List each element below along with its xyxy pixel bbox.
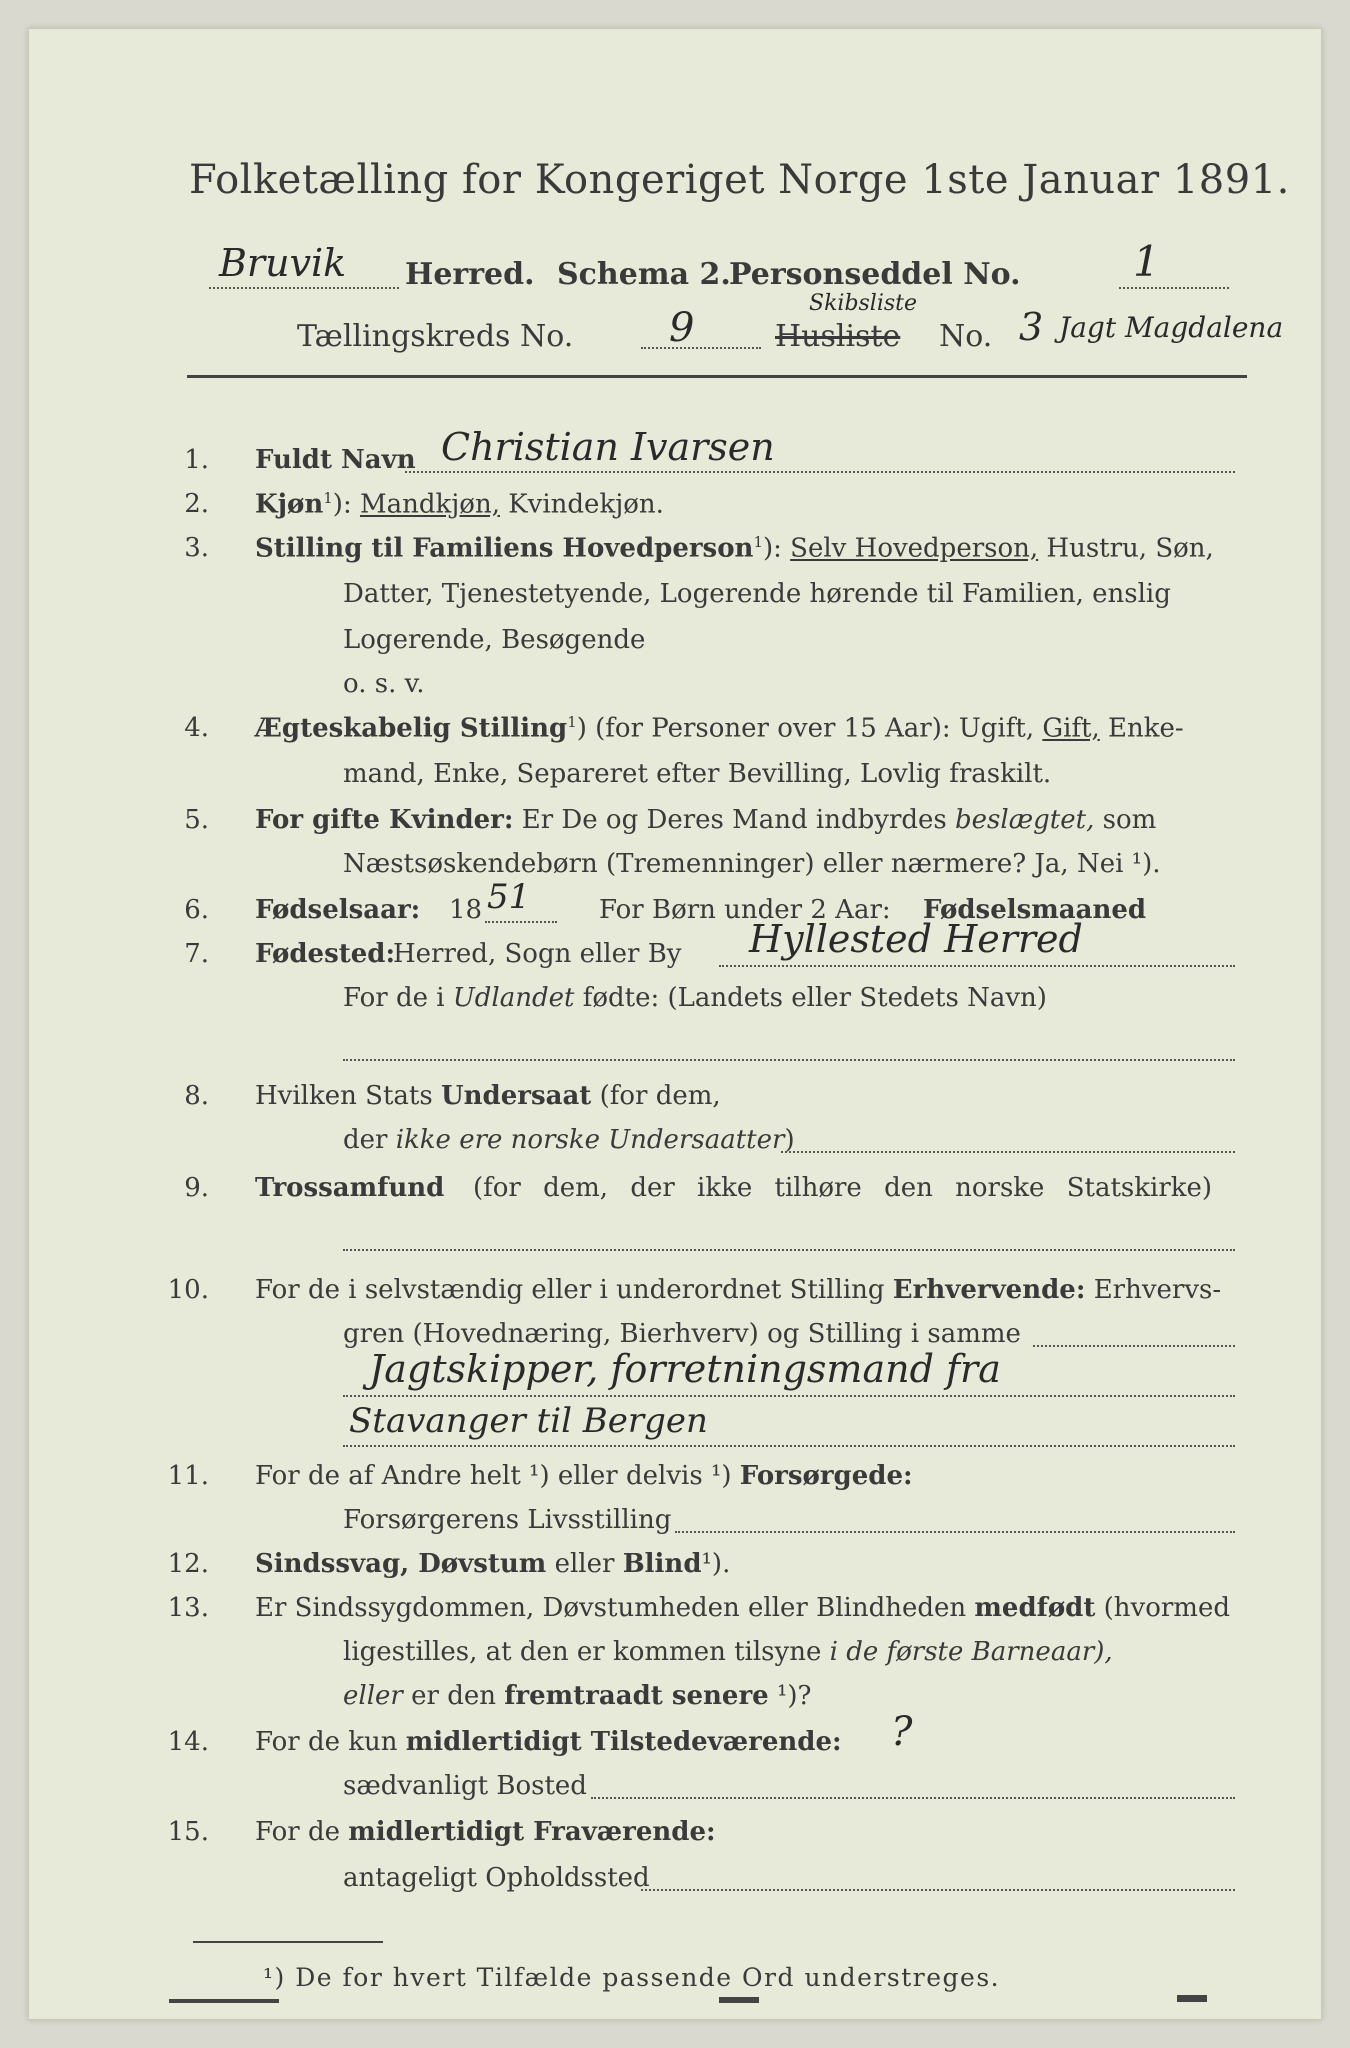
item-7-label: Fødested: xyxy=(255,939,396,969)
item-12-label2: Blind xyxy=(622,1549,702,1579)
personseddel-label: Personseddel No. xyxy=(729,257,1021,292)
item-3-selected: Selv Hovedperson, xyxy=(790,533,1039,564)
footnote xyxy=(263,1963,1000,1992)
item-5-label: For gifte Kvinder: xyxy=(255,805,514,835)
item-4-selected: Gift, xyxy=(1042,713,1100,744)
item-7-line2a: For de i xyxy=(343,983,445,1013)
item-8-line2a: der xyxy=(343,1125,388,1155)
item-14-label: midlertidigt Tilstedeværende: xyxy=(405,1727,842,1757)
item-9-label: Trossamfund xyxy=(255,1173,445,1203)
item-8-label: Undersaat xyxy=(440,1081,592,1111)
item-10-row xyxy=(255,1275,1221,1305)
item-4-row xyxy=(255,713,1184,744)
item-13-line2 xyxy=(343,1637,1113,1667)
item-10-rest: Erhvervs- xyxy=(1093,1275,1222,1305)
item-13-line3b: fremtraadt senere xyxy=(504,1681,769,1711)
herred-label: Herred. xyxy=(405,257,535,292)
item-7-num: 7. xyxy=(184,939,209,969)
item-13-rest: (hvormed xyxy=(1103,1593,1230,1623)
item-2-text: ): xyxy=(332,489,352,520)
item-9-num: 9. xyxy=(184,1173,209,1203)
item-10-line2: gren (Hovednæring, Bierhverv) og Stilling i samme xyxy=(343,1319,1021,1349)
item-15-text: For de xyxy=(255,1817,340,1847)
item-3-num: 3. xyxy=(184,533,209,563)
item-4-label: Ægteskabelig Stilling xyxy=(255,713,568,744)
item-2-row xyxy=(255,489,664,520)
item-5-text: Er De og Deres Mand indbyrdes xyxy=(521,805,947,835)
item-15-dots xyxy=(641,1889,1235,1891)
item-1-num: 1. xyxy=(184,445,209,475)
item-13-line2i: i de første Barneaar), xyxy=(829,1637,1113,1667)
item-7-dots xyxy=(719,965,1235,967)
item-14-dots xyxy=(591,1797,1235,1799)
item-13-line2a: ligestilles, at den er kommen tilsyne xyxy=(343,1637,822,1667)
item-8-text: Hvilken Stats xyxy=(255,1081,433,1111)
item-8-line2: der ikke ere norske Undersaatter) xyxy=(343,1125,795,1155)
item-11-text: For de af Andre helt ¹) eller delvis ¹) xyxy=(255,1461,732,1491)
punch-mark-left xyxy=(169,1999,279,2003)
item-14-row xyxy=(255,1727,842,1757)
item-5-rest: som xyxy=(1102,805,1157,835)
item-3-sup: 1 xyxy=(753,533,763,551)
footnote-sup: ¹) xyxy=(263,1963,286,1992)
item-8-dots xyxy=(781,1151,1235,1153)
item-4-text: ) (for Personer over 15 Aar): Ugift, xyxy=(576,713,1035,744)
item-13-line3 xyxy=(343,1681,811,1711)
item-3-line2: Datter, Tjenestetyende, Logerende hørende til Familien, enslig xyxy=(343,579,1171,609)
item-12-rest: ¹). xyxy=(701,1549,731,1579)
item-10-num: 10. xyxy=(167,1275,209,1305)
item-10-label: Erhvervende: xyxy=(892,1275,1086,1305)
item-7-text: Herred, Sogn eller By xyxy=(393,939,682,969)
item-13-row xyxy=(255,1593,1230,1623)
item-5-line2: Næstsøskendebørn (Tremenninger) eller nærmere? Ja, Nei ¹). xyxy=(343,849,1161,879)
personseddel-value: 1 xyxy=(1133,237,1160,286)
item-3-row xyxy=(255,533,1214,564)
item-13-line3c: ¹)? xyxy=(776,1681,812,1711)
item-6-answer: 51 xyxy=(487,877,531,917)
item-11-num: 11. xyxy=(167,1461,209,1491)
item-7-answer: Hyllested Herred xyxy=(749,917,1083,961)
item-3-line3: Logerende, Besøgende xyxy=(343,625,646,655)
item-10-dots-c xyxy=(343,1445,1235,1447)
item-12-row xyxy=(255,1549,730,1579)
item-4-num: 4. xyxy=(184,713,209,743)
item-3-rest: Hustru, Søn, xyxy=(1046,533,1214,564)
item-2-opt-mandkjon: Mandkjøn, xyxy=(359,489,500,520)
item-3-label: Stilling til Familiens Hovedperson xyxy=(255,533,754,564)
item-15-label: midlertidigt Fraværende: xyxy=(348,1817,716,1847)
item-10-answer-2: Stavanger til Bergen xyxy=(349,1401,708,1441)
item-9-dots xyxy=(343,1249,1235,1251)
form-title: Folketælling for Kongeriget Norge 1ste Januar 1891. xyxy=(189,157,1290,203)
item-12-text: eller xyxy=(554,1549,615,1579)
item-6-text: 18 xyxy=(449,895,483,925)
item-4-rest: Enke- xyxy=(1108,713,1184,744)
kreds-label: Tællingskreds No. xyxy=(297,319,574,354)
item-13-line3i: eller xyxy=(343,1681,403,1711)
item-1-dots xyxy=(405,471,1235,473)
item-11-dots xyxy=(675,1531,1235,1533)
footnote-text: De for hvert Tilfælde passende Ord understreges. xyxy=(295,1963,1001,1992)
item-1-answer: Christian Ivarsen xyxy=(441,425,775,469)
item-8-row xyxy=(255,1081,721,1111)
item-1-label: Fuldt Navn xyxy=(255,445,416,475)
item-13-text: Er Sindssygdommen, Døvstumheden eller Blindheden xyxy=(255,1593,967,1623)
husliste-value: 3 xyxy=(1019,305,1044,349)
item-13-label: medfødt xyxy=(974,1593,1096,1623)
item-15-line2: antageligt Opholdssted xyxy=(343,1863,650,1893)
kreds-dots xyxy=(641,347,761,349)
item-6-label: Fødselsaar: xyxy=(255,895,421,925)
herred-dots xyxy=(209,287,399,289)
item-11-line2: Forsørgerens Livsstilling xyxy=(343,1505,672,1535)
item-15-num: 15. xyxy=(167,1817,209,1847)
item-2-opt-kvindekjon: Kvindekjøn. xyxy=(508,489,664,520)
item-6-text2: For Børn under 2 Aar: xyxy=(599,895,891,925)
item-6-label2: Fødselsmaaned xyxy=(923,895,1147,925)
husliste-note: Jagt Magdalena xyxy=(1059,311,1284,344)
item-13-num: 13. xyxy=(167,1593,209,1623)
item-8-num: 8. xyxy=(184,1081,209,1111)
item-3-text: ): xyxy=(763,533,782,564)
item-12-num: 12. xyxy=(167,1549,209,1579)
item-11-row xyxy=(255,1461,913,1491)
item-6-dots xyxy=(485,921,557,923)
item-7-blank-dots xyxy=(343,1059,1235,1061)
item-10-answer-1: Jagtskipper, forretningsmand fra xyxy=(369,1347,1001,1391)
item-2-label: Kjøn xyxy=(255,489,324,520)
punch-mark-right xyxy=(1177,1995,1207,2002)
item-3-line4: o. s. v. xyxy=(343,669,425,699)
item-12-label: Sindssvag, Døvstum xyxy=(255,1549,547,1579)
footnote-rule xyxy=(193,1941,383,1943)
item-8-text2: (for dem, xyxy=(599,1081,721,1111)
husliste-no-label: No. xyxy=(939,319,993,354)
skibsliste-value: Skibsliste xyxy=(809,291,918,316)
item-7-line2i: Udlandet xyxy=(452,983,575,1013)
header-rule xyxy=(187,375,1247,378)
item-14-answer: ? xyxy=(891,1709,913,1755)
item-8-line2i: ikke ere norske Undersaatter xyxy=(395,1125,785,1155)
item-10-dots-b xyxy=(343,1395,1235,1397)
schema-label: Schema 2. xyxy=(557,257,731,292)
item-6-num: 6. xyxy=(184,895,209,925)
kreds-value: 9 xyxy=(669,305,695,351)
punch-mark-center xyxy=(719,1997,759,2003)
census-form xyxy=(28,28,1322,2020)
item-15-row xyxy=(255,1817,716,1847)
item-14-num: 14. xyxy=(167,1727,209,1757)
item-11-label: Forsørgede: xyxy=(739,1461,913,1491)
herred-value: Bruvik xyxy=(219,241,347,285)
item-9-text: (for dem, der ikke tilhøre den norske Statskirke) xyxy=(473,1173,1213,1203)
item-10-text: For de i selvstændig eller i underordnet Stilling xyxy=(255,1275,885,1305)
item-5-row xyxy=(255,805,1156,835)
item-10-dots-a xyxy=(1033,1345,1235,1347)
item-7-line2 xyxy=(343,983,1047,1013)
item-2-num: 2. xyxy=(184,489,209,519)
item-2-sup: 1 xyxy=(323,489,333,507)
personseddel-dots xyxy=(1119,287,1229,289)
item-5-num: 5. xyxy=(184,805,209,835)
item-13-line3a: er den xyxy=(411,1681,496,1711)
item-7-line2b: fødte: (Landets eller Stedets Navn) xyxy=(582,983,1047,1013)
item-4-sup: 1 xyxy=(567,713,577,731)
item-14-line2: sædvanligt Bosted xyxy=(343,1771,587,1801)
item-14-text: For de kun xyxy=(255,1727,398,1757)
husliste-label: Husliste xyxy=(775,319,901,354)
item-5-italic: beslægtet, xyxy=(955,805,1095,835)
item-4-line2: mand, Enke, Separeret efter Bevilling, Lovlig fraskilt. xyxy=(343,759,1052,789)
